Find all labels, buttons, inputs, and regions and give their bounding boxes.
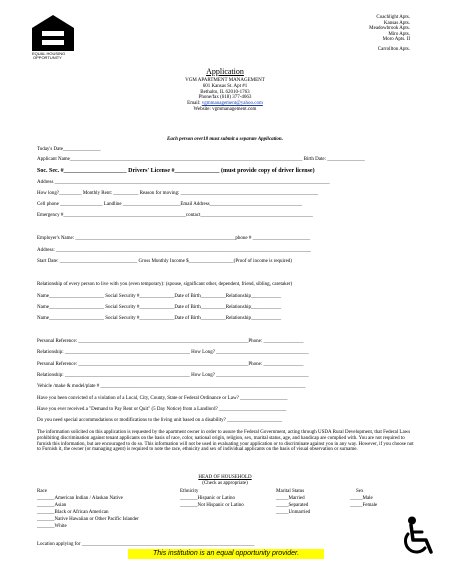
applicant-name-field[interactable]: Applicant Name_____________________________________________________________________________________________ Birth Date: _______________ [37, 157, 365, 162]
occupant-row[interactable]: Name______________________ Social Security #______________Date of Birth__________Relationship____________ [37, 316, 282, 321]
reference-relationship-1[interactable]: Relationship: __________________________________________________ How Long? _____________________________________ [37, 350, 309, 355]
reference-relationship-2[interactable]: Relationship: __________________________________________________ How Long? _____________________________________ [37, 373, 309, 378]
disclosure-paragraph: The information solicited on this application is requested by the apartment owner in order to assure the Federal Government, acting through USDA Rural Development, that Federal Laws prohibiting discrimination against tenant applicants on the basis of race, color, national origin, religion, sex, marital status, age, and handicap are complied with. You are not required to furnish this information, but are encouraged to do so. This information will not be used in evaluating your application or to discriminate against you in any way. However, if you choose not to Furnish it, the owner (or managing agent) is required to note the race, ethnicity and sex of individual applicants on the basis of visual observation or surname. [37, 430, 414, 453]
household-subtitle: (Check as appropriate) [202, 481, 248, 486]
race-option[interactable]: _______Asian [37, 503, 67, 508]
company-phone: Phone/fax (618) 377-4663 [198, 95, 252, 101]
company-website: Website: vgmmanagement.com [193, 106, 257, 112]
vehicle-field[interactable]: Vehicle /make & model/plate # __________________________________________________________________________________ [37, 384, 306, 389]
race-option[interactable]: _______American Indian / Alaskan Native [37, 496, 123, 501]
email-link[interactable]: vgmmanagement@yahoo.com [201, 101, 263, 107]
emergency-field[interactable]: Emergency #_________________________________________________contact_____________________________________________ [37, 213, 313, 218]
ethnicity-option[interactable]: _______Hispanic or Latino [180, 496, 235, 501]
occupant-row[interactable]: Name______________________ Social Security #______________Date of Birth__________Relationship____________ [37, 294, 282, 299]
pay-rent-question[interactable]: Have you ever received a "Demand to Pay Rent or Quit" (5 Day Notice) from a Landlord? ___________________________ [37, 407, 287, 412]
marital-label: Marital Status [276, 489, 305, 494]
household-title: HEAD OF HOUSEHOLD [198, 475, 252, 480]
race-label: Race [37, 489, 47, 494]
race-option[interactable]: _______Native Hawaiian or Other Pacific Islander [37, 517, 139, 522]
race-option[interactable]: _______White [37, 524, 67, 529]
ethnicity-option[interactable]: _______Not Hispanic or Latino [180, 503, 244, 508]
company-info [0, 78, 450, 113]
address-field[interactable]: Address ______________________________________________________________________________________________________________ [37, 180, 330, 185]
company-name: VGM APARTMENT MANAGEMENT [185, 78, 265, 83]
page-title: Application [206, 67, 244, 76]
property-list [369, 15, 410, 53]
separate-application-note: Each person over18 must submit a separate Application. [167, 137, 283, 142]
company-city: Bethalto, IL 62010-1763 [200, 89, 250, 95]
race-option[interactable]: _______Black or African American [37, 510, 109, 515]
sex-option[interactable]: _____Male [350, 496, 373, 501]
property-item: Coachlight Apts. [376, 15, 410, 20]
occupant-row[interactable]: Name______________________ Social Security #______________Date of Birth__________Relationship____________ [37, 305, 282, 310]
equal-housing-logo [29, 14, 77, 62]
how-long-field[interactable]: How long?_________ Monthly Rent: __________ Reason for moving: _______________________________________________________ [37, 191, 319, 196]
property-item: Moro Apts. II [382, 37, 410, 43]
logo-caption-2: OPPORTUNITY [33, 55, 62, 60]
employer-address-field[interactable]: Address: ______________________________________________________________________________________________________ [37, 248, 312, 253]
wheelchair-icon [400, 516, 438, 558]
personal-reference-2[interactable]: Personal Reference: ____________________________________________________________________Phone: ________________ [37, 362, 304, 367]
marital-option[interactable]: _____Separated [276, 503, 309, 508]
property-item: Kansas Apts. [383, 20, 410, 26]
start-date-income-field[interactable]: Start Date: _______________________________ Gross Monthly Income $__________________(Proof of income is required) [37, 259, 292, 264]
ethnicity-label: Ethnicity [180, 489, 199, 494]
employer-field[interactable]: Employer's Name: ________________________________________________________________phone # _______________________ [37, 236, 311, 241]
personal-reference-1[interactable]: Personal Reference: ____________________________________________________________________Phone: ________________ [37, 339, 304, 344]
email-label: Email: [187, 101, 201, 107]
property-item: Meadowbrook Apts. [369, 26, 410, 32]
relationship-intro: Relationship of every person to live with you (even temporary): (spouse, significant other, dependent, friend, sibling, caretaker) [37, 282, 293, 287]
violation-question[interactable]: Have you been convicted of a violation of a Local, City, County, State or Federal Ordinance or Law? ___________________ [37, 396, 288, 401]
accommodations-question[interactable]: Do you need special accommodations or modifications to the living unit based on a disability? ______________________ [37, 418, 283, 423]
property-item: Miro Apts. [388, 31, 410, 37]
todays-date-field[interactable]: Today's Date_______________ [37, 147, 101, 152]
property-item: Carrollton Apts. [377, 46, 410, 52]
ssn-license-field[interactable]: Soc. Sec. #_____________________ Drivers' License #_______________ (must provide copy of driver license) [37, 168, 315, 174]
equal-opportunity-footer: This institution is an equal opportunity provider. [128, 549, 324, 559]
phone-email-field[interactable]: Cell phone _________________ Landline _______________________Email Address_____________________________________ [37, 202, 303, 207]
location-field[interactable]: Location applying for _____________________________________________________________________ [37, 542, 255, 547]
company-address: 601 Kansas St. Apt #1 [202, 83, 248, 89]
sex-label: Sex [356, 489, 364, 494]
sex-option[interactable]: _____Female [350, 503, 378, 508]
logo-caption-1: EQUAL HOUSING [32, 51, 66, 56]
equal-housing-icon [29, 14, 77, 52]
marital-option[interactable]: _____Unmarried [276, 510, 311, 515]
marital-option[interactable]: _____Married [276, 496, 305, 501]
